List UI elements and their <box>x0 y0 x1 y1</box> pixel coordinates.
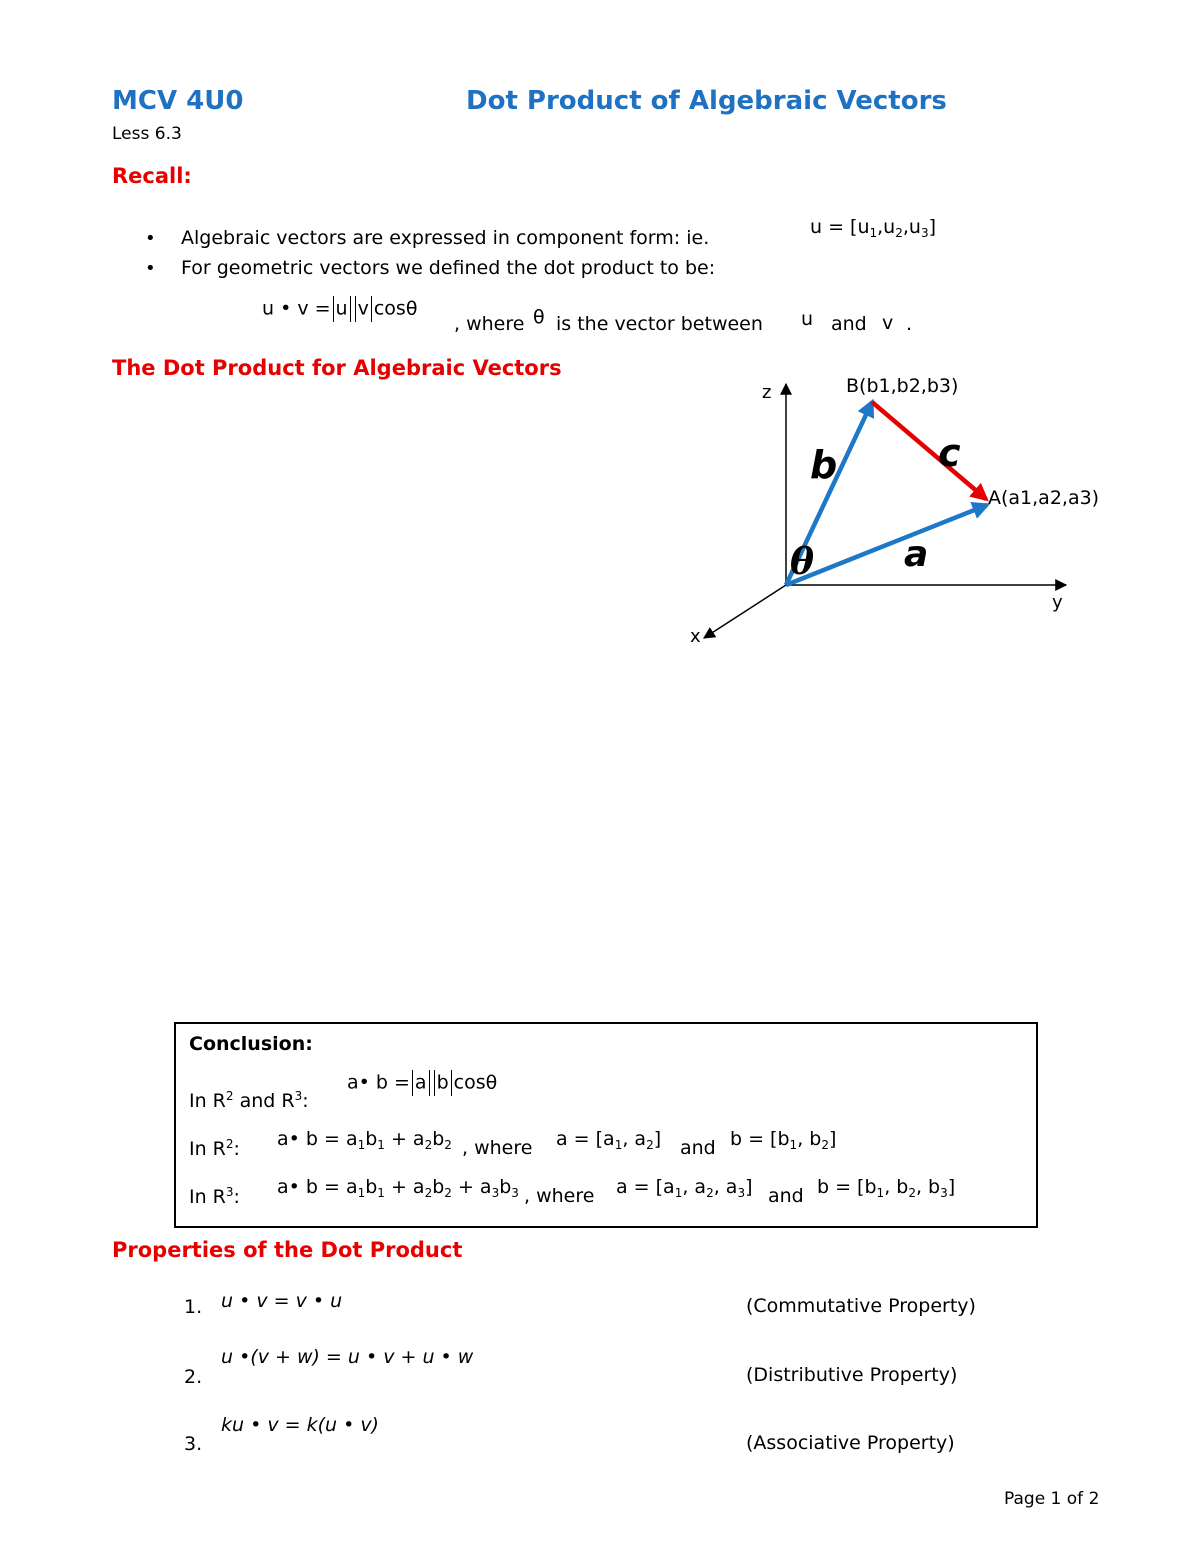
property-formula: u • v = v • u <box>221 1290 343 1312</box>
properties-heading: Properties of the Dot Product <box>112 1238 463 1262</box>
recall-heading: Recall: <box>112 164 192 188</box>
component-form-formula: $u = [u_1,u_2,u_3]$ <box>810 216 937 240</box>
z-axis-label: z <box>762 382 772 403</box>
property-number: 2. <box>184 1366 203 1388</box>
conclusion-row2-and: and <box>680 1137 716 1159</box>
bullet-dot: • <box>145 258 156 279</box>
conclusion-row2-a-vector: $a = [a_1$, $a_2$] <box>556 1128 662 1152</box>
conclusion-row2-where: , where <box>462 1137 533 1159</box>
algebraic-section-heading: The Dot Product for Algebraic Vectors <box>112 356 562 380</box>
conclusion-heading: Conclusion: <box>189 1033 313 1055</box>
u-symbol: u <box>801 308 814 330</box>
y-axis-label: y <box>1052 592 1063 613</box>
conclusion-row1-label: In $R^2$ and $R^3$: <box>189 1089 309 1112</box>
conclusion-row3-where: , where <box>524 1185 595 1207</box>
conclusion-row2-b-vector: $b = [b_1$, $b_2$] <box>730 1128 837 1152</box>
x-axis <box>704 585 786 638</box>
page-number: Page 1 of 2 <box>1004 1489 1100 1509</box>
vector-a-label: a <box>904 534 929 575</box>
vector-diagram <box>680 370 1120 660</box>
property-formula: u •(v + w) = u • v + u • w <box>221 1346 474 1368</box>
conclusion-row3-a-vector: $a = [a_1$, $a_2$, $a_3$] <box>616 1176 753 1200</box>
page-title: Dot Product of Algebraic Vectors <box>466 86 947 116</box>
where-text: , where <box>454 313 525 335</box>
bullet-dot: • <box>145 228 156 249</box>
conclusion-row3-label: In $R^3$: <box>189 1185 240 1208</box>
geometric-dot-formula: u • v = u v cosθ <box>262 296 417 322</box>
property-name: (Commutative Property) <box>746 1295 976 1317</box>
and-text: and <box>831 313 867 335</box>
course-code: MCV 4U0 <box>112 86 244 116</box>
conclusion-row3-and: and <box>768 1185 804 1207</box>
recall-bullet-1: Algebraic vectors are expressed in component form: ie. <box>181 227 710 249</box>
period: . <box>906 313 913 335</box>
property-name: (Distributive Property) <box>746 1364 958 1386</box>
property-formula: ku • v = k(u • v) <box>221 1414 379 1436</box>
conclusion-row2-formula: a• $b = a_1b_1 + a_2b_2$ <box>277 1128 452 1152</box>
point-a-label: A(a1,a2,a3) <box>988 487 1100 509</box>
conclusion-row2-label: In $R^2$: <box>189 1137 240 1160</box>
property-number: 3. <box>184 1433 203 1455</box>
property-number: 1. <box>184 1296 203 1318</box>
vector-c-label: c <box>938 431 961 475</box>
theta-label: θ <box>790 541 815 583</box>
vector-c <box>872 402 986 499</box>
v-symbol: v <box>882 312 894 334</box>
property-name: (Associative Property) <box>746 1432 955 1454</box>
theta-symbol: θ <box>533 306 545 328</box>
lesson-number: Less 6.3 <box>112 124 182 144</box>
recall-bullet-2: For geometric vectors we defined the dot product to be: <box>181 257 716 279</box>
x-axis-label: x <box>690 626 701 647</box>
conclusion-row3-b-vector: $b = [b_1$, $b_2$, $b_3$] <box>817 1176 956 1200</box>
vector-b-label: b <box>810 443 838 487</box>
conclusion-row3-formula: a• $b = a_1b_1 + a_2b_2 + a_3b_3$ <box>277 1176 519 1200</box>
conclusion-row1-formula: a• b = a b cosθ <box>347 1070 497 1096</box>
between-text: is the vector between <box>556 313 763 335</box>
point-b-label: B(b1,b2,b3) <box>846 375 959 397</box>
